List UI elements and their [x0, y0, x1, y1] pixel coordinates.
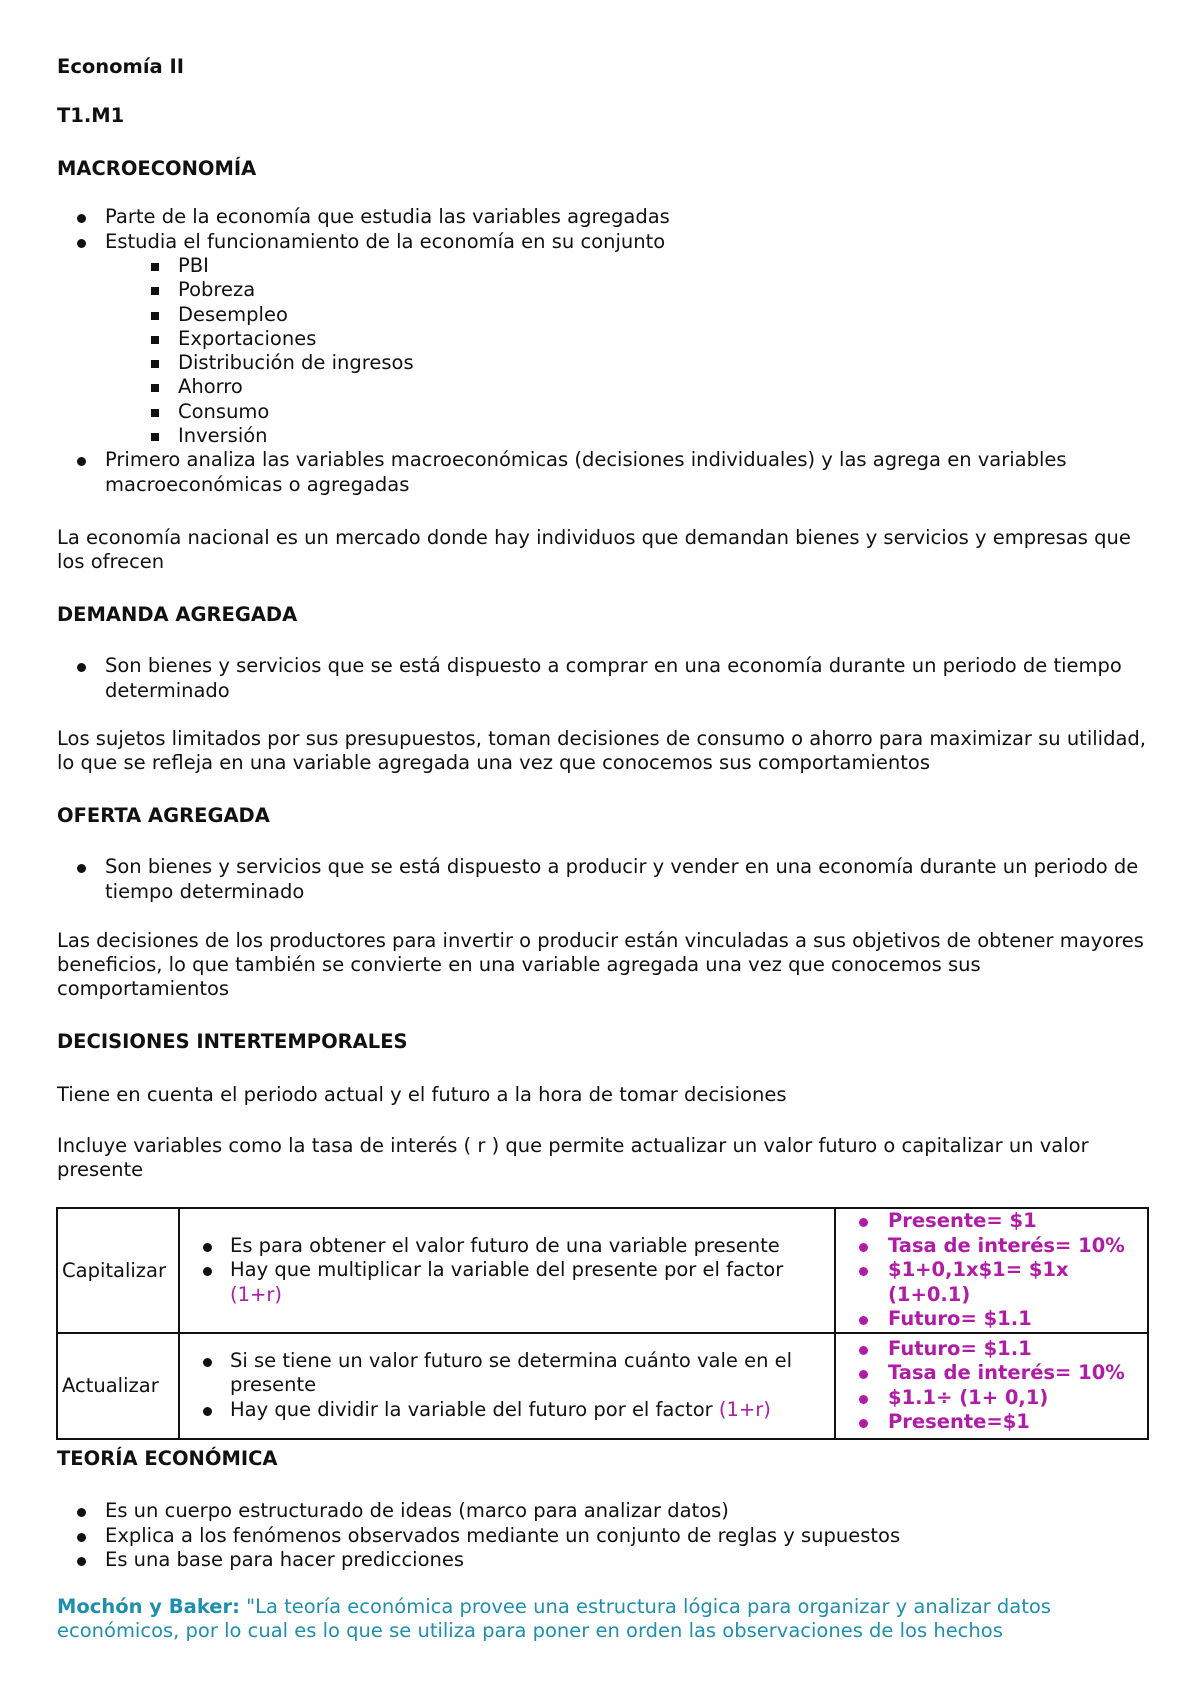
row-label: Capitalizar: [57, 1208, 179, 1333]
list-item: Son bienes y servicios que se está dispuesto a comprar en una economía durante un periodo de tiempo determinado: [57, 654, 1147, 703]
list-item: Es para obtener el valor futuro de una variable presente: [180, 1234, 834, 1259]
list-item: Ahorro: [57, 375, 1147, 399]
paragraph: Tiene en cuenta el periodo actual y el futuro a la hora de tomar decisiones: [57, 1083, 787, 1106]
oferta-list: [57, 855, 1147, 904]
desc-text: Hay que multiplicar la variable del presente por el factor: [230, 1258, 784, 1281]
heading-oferta: OFERTA AGREGADA: [57, 804, 270, 827]
factor-text: (1+r): [230, 1282, 282, 1306]
quote: [57, 1595, 1147, 1643]
row-description: [179, 1208, 835, 1333]
quote-author: Mochón y Baker:: [57, 1595, 240, 1618]
list-item: Es un cuerpo estructurado de ideas (marco para analizar datos): [57, 1499, 1147, 1524]
list-item: Parte de la economía que estudia las variables agregadas: [57, 205, 1147, 230]
list-item: Tasa de interés= 10%: [836, 1361, 1147, 1386]
row-description: [179, 1333, 835, 1439]
heading-demanda: DEMANDA AGREGADA: [57, 603, 298, 626]
list-item: Consumo: [57, 400, 1147, 424]
list-item: Desempleo: [57, 303, 1147, 327]
teoria-list: [57, 1499, 1147, 1573]
list-item: Son bienes y servicios que se está dispuesto a producir y vender en una economía durante un periodo de tiempo determinado: [57, 855, 1147, 904]
list-item: Futuro= $1.1: [836, 1337, 1147, 1362]
list-item: [180, 1258, 834, 1307]
list-item: Exportaciones: [57, 327, 1147, 351]
list-item: Explica a los fenómenos observados mediante un conjunto de reglas y supuestos: [57, 1524, 1147, 1549]
row-example: [835, 1208, 1148, 1333]
list-item: Inversión: [57, 424, 1147, 448]
list-item: Tasa de interés= 10%: [836, 1234, 1147, 1259]
quote-text: "La teoría económica provee una estructura lógica para organizar y analizar datos económicos, por lo cual es lo que se utiliza para poner en orden las observaciones de los hechos: [57, 1595, 1051, 1642]
list-item: $1.1÷ (1+ 0,1): [836, 1386, 1147, 1411]
macro-list: [57, 205, 1147, 497]
row-example: [835, 1333, 1148, 1439]
list-item: Distribución de ingresos: [57, 351, 1147, 375]
list-item: Estudia el funcionamiento de la economía en su conjunto: [57, 230, 1147, 255]
module-code: T1.M1: [57, 104, 125, 127]
list-item: Pobreza: [57, 278, 1147, 302]
list-item: $1+0,1x$1= $1x (1+0.1): [836, 1258, 1147, 1307]
paragraph: Las decisiones de los productores para invertir o producir están vinculadas a sus objetivos de obtener mayores beneficios, lo que también se convierte en una variable agregada una vez que conocemos sus comportamientos: [57, 929, 1144, 1000]
course-title: Economía II: [57, 55, 185, 78]
row-label: Actualizar: [57, 1333, 179, 1439]
list-item: Presente=$1: [836, 1410, 1147, 1435]
table-row: [57, 1333, 1148, 1439]
paragraph: La economía nacional es un mercado donde hay individuos que demandan bienes y servicios y empresas que los ofrecen: [57, 526, 1131, 573]
list-item: Si se tiene un valor futuro se determina cuánto vale en el presente: [180, 1349, 834, 1398]
list-item: [180, 1398, 834, 1423]
list-item: Futuro= $1.1: [836, 1307, 1147, 1332]
paragraph: Los sujetos limitados por sus presupuestos, toman decisiones de consumo o ahorro para maximizar su utilidad, lo que se refleja en una variable agregada una vez que conocemos sus comportamientos: [57, 727, 1146, 774]
factor-text: (1+r): [718, 1397, 771, 1421]
macro-sub-list: [57, 254, 1147, 448]
list-item: Es una base para hacer predicciones: [57, 1548, 1147, 1573]
list-item: Presente= $1: [836, 1209, 1147, 1234]
table-row: [57, 1208, 1148, 1333]
interest-table: [56, 1207, 1149, 1440]
desc-text: Hay que dividir la variable del futuro por el factor: [230, 1397, 719, 1421]
list-item: PBI: [57, 254, 1147, 278]
list-item: Primero analiza las variables macroeconómicas (decisiones individuales) y las agrega en variables macroeconómicas o agregadas: [57, 448, 1147, 497]
heading-intertemporales: DECISIONES INTERTEMPORALES: [57, 1030, 408, 1053]
demanda-list: [57, 654, 1147, 703]
heading-teoria: TEORÍA ECONÓMICA: [57, 1447, 278, 1470]
paragraph: Incluye variables como la tasa de interés ( r ) que permite actualizar un valor futuro o capitalizar un valor presente: [57, 1134, 1089, 1181]
heading-macroeconomia: MACROECONOMÍA: [57, 157, 257, 180]
